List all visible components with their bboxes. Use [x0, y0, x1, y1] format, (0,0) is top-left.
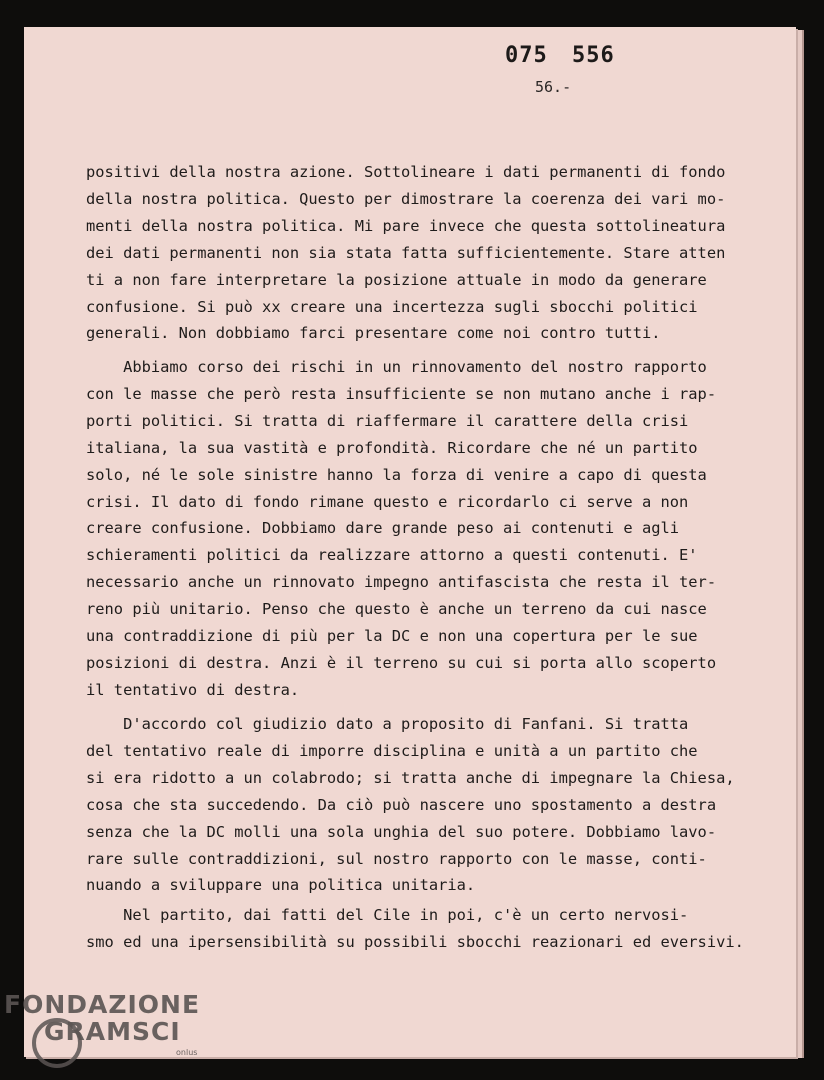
text-line: D'accordo col giudizio dato a proposito di Fanfani. Si tratta	[86, 715, 689, 733]
text-line: della nostra politica. Questo per dimostrare la coerenza dei vari mo-	[86, 189, 726, 208]
watermark-line-2: GRAMSCI	[44, 1017, 181, 1046]
text-line: positivi della nostra azione. Sottolineare i dati permanenti di fondo	[86, 163, 726, 181]
text-line: solo, né le sole sinistre hanno la forza di venire a capo di questa	[86, 465, 707, 484]
text-line: smo ed una ipersensibilità su possibili sbocchi reazionari ed eversivi.	[86, 932, 744, 951]
paragraph-1	[86, 159, 786, 347]
text-line: necessario anche un rinnovato impegno antifascista che resta il ter-	[86, 573, 717, 592]
text-line: rare sulle contraddizioni, sul nostro rapporto con le masse, conti-	[86, 849, 707, 868]
watermark	[4, 990, 201, 1057]
text-line: Nel partito, dai fatti del Cile in poi, c'è un certo nervosi-	[86, 906, 689, 924]
text-line: confusione. Si può xx creare una incertezza sugli sbocchi politici	[86, 297, 698, 316]
text-line: nuando a sviluppare una politica unitaria.	[86, 876, 476, 895]
text-line: senza che la DC molli una sola unghia del suo potere. Dobbiamo lavo-	[86, 822, 717, 841]
text-line: menti della nostra politica. Mi pare invece che questa sottolineatura	[86, 216, 726, 235]
text-line: reno più unitario. Penso che questo è anche un terreno da cui nasce	[86, 600, 707, 619]
text-line: generali. Non dobbiamo farci presentare come noi contro tutti.	[86, 324, 661, 343]
paragraph-2	[86, 354, 786, 704]
text-line: crisi. Il dato di fondo rimane questo e ricordarlo ci serve a non	[86, 492, 689, 511]
page-number: 56.-	[535, 78, 572, 96]
text-line: cosa che sta succedendo. Da ciò può nascere uno spostamento a destra	[86, 795, 717, 814]
watermark-line-1: FONDAZIONE	[4, 990, 201, 1019]
paragraph-3	[86, 711, 786, 899]
text-line: si era ridotto a un colabrodo; si tratta anche di impegnare la Chiesa,	[86, 768, 735, 787]
text-line: schieramenti politici da realizzare attorno a questi contenuti. E'	[86, 546, 698, 565]
text-line: una contraddizione di più per la DC e non una copertura per le sue	[86, 627, 698, 646]
text-line: porti politici. Si tratta di riaffermare il carattere della crisi	[86, 411, 689, 430]
text-line: ti a non fare interpretare la posizione attuale in modo da generare	[86, 270, 707, 289]
text-line: con le masse che però resta insufficiente se non mutano anche i rap-	[86, 384, 717, 403]
paragraph-4	[86, 902, 786, 956]
text-line: Abbiamo corso dei rischi in un rinnovamento del nostro rapporto	[86, 358, 707, 376]
text-line: del tentativo reale di imporre disciplina e unità a un partito che	[86, 741, 698, 760]
text-line: il tentativo di destra.	[86, 680, 300, 699]
text-line: italiana, la sua vastità e profondità. Ricordare che né un partito	[86, 438, 698, 457]
text-line: creare confusione. Dobbiamo dare grande peso ai contenuti e agli	[86, 519, 680, 538]
text-line: dei dati permanenti non sia stata fatta sufficientemente. Stare atten	[86, 243, 726, 262]
text-line: posizioni di destra. Anzi è il terreno su cui si porta allo scoperto	[86, 653, 717, 672]
watermark-line-3: onlus	[176, 1048, 198, 1057]
archive-stamp: 075 556	[505, 43, 615, 68]
